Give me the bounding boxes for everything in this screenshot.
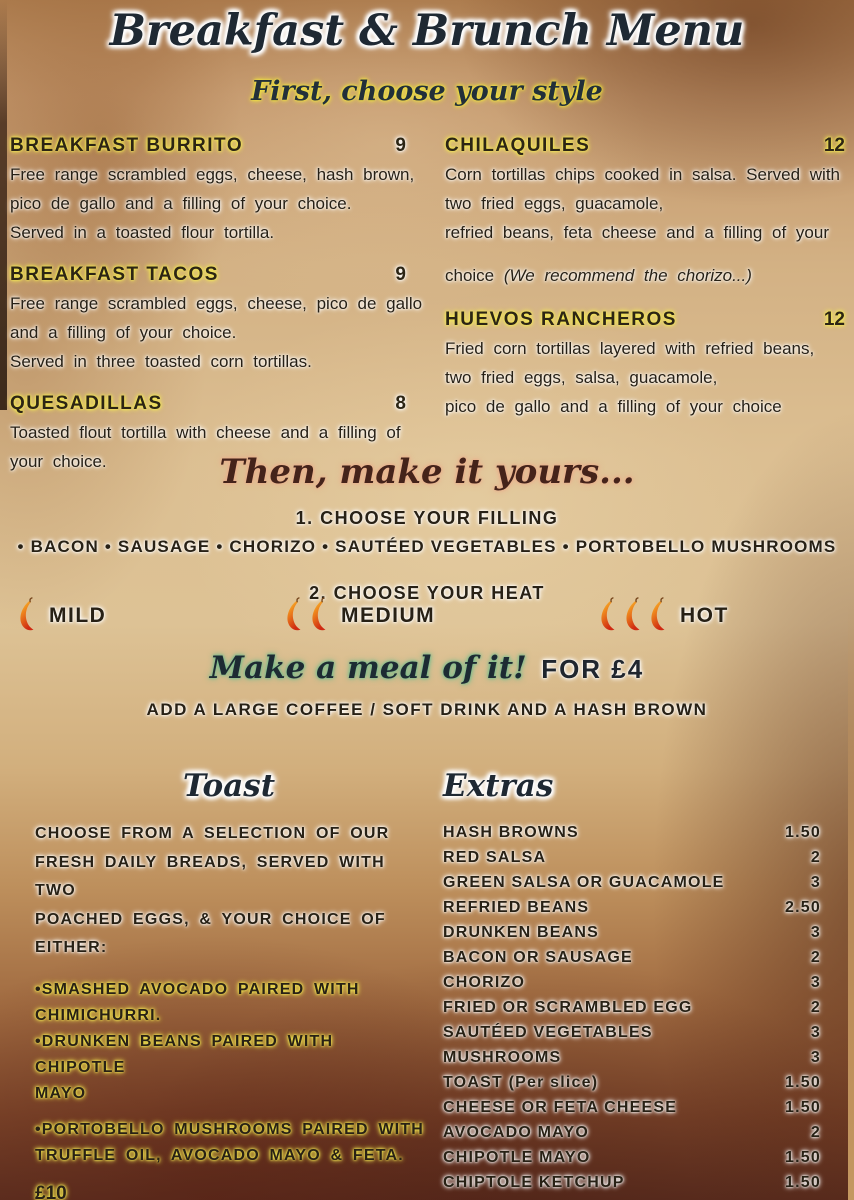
chili-icon <box>16 596 37 636</box>
extras-row <box>443 1020 821 1045</box>
style-column-right <box>445 126 845 435</box>
customize-section <box>0 448 854 604</box>
extra-price: 1.50 <box>785 1074 821 1091</box>
heat-level-medium <box>283 596 435 636</box>
extra-price: 3 <box>810 1049 821 1066</box>
item-name: BREAKFAST BURRITO <box>10 135 244 156</box>
extras-row <box>443 995 821 1020</box>
meal-deal-heading: Make a meal of it! <box>209 650 527 686</box>
tail-note: (We recommend the chorizo...) <box>503 266 752 285</box>
extra-name: CHORIZO <box>443 974 526 991</box>
menu-item-chilaquiles <box>445 132 845 290</box>
extra-name: RED SALSA <box>443 849 547 866</box>
item-description-line: Toasted flout tortilla with cheese and a filling of <box>10 423 401 442</box>
heat-label: MILD <box>49 604 107 627</box>
extras-row <box>443 1045 821 1070</box>
item-description-line: Free range scrambled eggs, cheese, hash brown, <box>10 165 415 184</box>
item-description-line: Served in a toasted flour tortilla. <box>10 223 275 242</box>
extra-name: CHEESE OR FETA CHEESE <box>443 1099 678 1116</box>
menu-item-breakfast-tacos <box>10 261 424 376</box>
tail-plain: choice <box>445 266 504 285</box>
menu-item-huevos-rancheros <box>445 306 845 421</box>
extra-price: 2 <box>810 1124 821 1141</box>
extra-name: BACON OR SAUSAGE <box>443 949 633 966</box>
customize-heading: Then, make it yours... <box>219 452 635 492</box>
toast-intro-line: FRESH DAILY BREADS, SERVED WITH TWO <box>35 853 385 899</box>
extra-name: AVOCADO MAYO <box>443 1124 589 1141</box>
extras-row <box>443 1145 821 1170</box>
item-description-line: two fried eggs, guacamole, <box>445 194 664 213</box>
extras-row <box>443 845 821 870</box>
extras-row <box>443 1170 821 1195</box>
extra-price: 1.50 <box>785 1174 821 1191</box>
extra-price: 3 <box>810 974 821 991</box>
toast-option-line: •SMASHED AVOCADO PAIRED WITH <box>35 980 360 998</box>
page-title: Breakfast & Brunch Menu <box>109 6 745 56</box>
toast-section <box>35 820 427 1200</box>
item-name: BREAKFAST TACOS <box>10 264 219 285</box>
toast-option-line: •PORTOBELLO MUSHROOMS PAIRED WITH <box>35 1120 425 1138</box>
item-description-line: your choice. <box>10 452 107 471</box>
step1-label: 1. CHOOSE YOUR FILLING <box>295 508 559 528</box>
heat-level-mild <box>16 596 106 636</box>
toast-option-line: TRUFFLE OIL, AVOCADO MAYO & FETA. <box>35 1146 404 1164</box>
fillings-list: • BACON • SAUSAGE • CHORIZO • SAUTÉED VEGETABLES • PORTOBELLO MUSHROOMS <box>17 537 837 556</box>
item-price: 9 <box>395 264 406 285</box>
item-price: 8 <box>395 393 406 414</box>
toast-option-line: MAYO <box>35 1084 87 1102</box>
toast-option-line: •DRUNKEN BEANS PAIRED WITH CHIPOTLE <box>35 1032 334 1076</box>
extra-name: MUSHROOMS <box>443 1049 562 1066</box>
extras-row <box>443 970 821 995</box>
extra-price: 1.50 <box>785 1149 821 1166</box>
item-description-line: pico de gallo and a filling of your choice. <box>10 194 352 213</box>
chili-icon <box>283 596 304 636</box>
extra-name: CHIPOTLE MAYO <box>443 1149 591 1166</box>
item-description-line: two fried eggs, salsa, guacamole, <box>445 368 718 387</box>
extra-name: REFRIED BEANS <box>443 899 590 916</box>
toast-intro-line: CHOOSE FROM A SELECTION OF OUR <box>35 825 390 842</box>
extras-heading: Extras <box>443 768 554 804</box>
heat-label: MEDIUM <box>341 604 436 627</box>
chili-icon <box>647 596 668 636</box>
extra-name: TOAST (Per slice) <box>443 1074 599 1091</box>
extra-price: 2 <box>810 949 821 966</box>
toast-price: £10 <box>35 1182 67 1200</box>
step2-label: 2. CHOOSE YOUR HEAT <box>309 583 545 603</box>
chili-icon <box>597 596 618 636</box>
extra-price: 1.50 <box>785 1099 821 1116</box>
extras-row <box>443 1095 821 1120</box>
item-description-line: pico de gallo and a filling of your choice <box>445 397 782 416</box>
extra-name: DRUNKEN BEANS <box>443 924 600 941</box>
item-price: 9 <box>395 135 406 156</box>
chili-icon <box>308 596 329 636</box>
toast-heading: Toast <box>183 768 276 804</box>
item-price: 12 <box>823 309 845 330</box>
item-name: HUEVOS RANCHEROS <box>445 309 677 330</box>
page-left-edge <box>0 0 7 410</box>
extras-row <box>443 820 821 845</box>
extra-name: GREEN SALSA OR GUACAMOLE <box>443 874 725 891</box>
heat-levels-row <box>0 596 854 652</box>
item-description-line: Free range scrambled eggs, cheese, pico de gallo <box>10 294 423 313</box>
style-section-heading: First, choose your style <box>251 76 603 107</box>
extras-row <box>443 1070 821 1095</box>
extra-price: 3 <box>810 1024 821 1041</box>
item-name: QUESADILLAS <box>10 393 163 414</box>
extras-row <box>443 870 821 895</box>
heat-label: HOT <box>680 604 729 627</box>
extra-name: CHIPTOLE KETCHUP <box>443 1174 625 1191</box>
meal-deal-section <box>0 650 854 720</box>
chili-icon <box>622 596 643 636</box>
meal-deal-subtext: ADD A LARGE COFFEE / SOFT DRINK AND A HASH BROWN <box>146 700 708 719</box>
extras-list <box>443 820 821 1195</box>
extra-price: 3 <box>810 874 821 891</box>
toast-option-line: CHIMICHURRI. <box>35 1006 162 1024</box>
menu-item-breakfast-burrito <box>10 132 424 247</box>
item-name: CHILAQUILES <box>445 135 591 156</box>
extra-name: SAUTÉED VEGETABLES <box>443 1024 653 1041</box>
item-price: 12 <box>823 135 845 156</box>
item-description-line: Served in three toasted corn tortillas. <box>10 352 312 371</box>
extras-row <box>443 920 821 945</box>
extras-row <box>443 1120 821 1145</box>
item-description-line: Fried corn tortillas layered with refried beans, <box>445 339 815 358</box>
toast-intro-line: POACHED EGGS, & YOUR CHOICE OF EITHER: <box>35 910 386 956</box>
heat-level-hot <box>597 596 729 636</box>
extra-price: 3 <box>810 924 821 941</box>
extras-row <box>443 945 821 970</box>
item-description-tail <box>445 261 845 290</box>
extra-price: 1.50 <box>785 824 821 841</box>
extras-row <box>443 895 821 920</box>
extra-price: 2.50 <box>785 899 821 916</box>
item-description-line: and a filling of your choice. <box>10 323 237 342</box>
extra-price: 2 <box>810 999 821 1016</box>
extra-name: HASH BROWNS <box>443 824 579 841</box>
item-description-line: refried beans, feta cheese and a filling of your <box>445 223 829 242</box>
extra-price: 2 <box>810 849 821 866</box>
extra-name: FRIED OR SCRAMBLED EGG <box>443 999 693 1016</box>
toast-options <box>35 977 427 1107</box>
style-column-left <box>10 126 424 490</box>
meal-deal-price: FOR £4 <box>541 654 645 684</box>
toast-options-2 <box>35 1117 427 1169</box>
item-description-line: Corn tortillas chips cooked in salsa. Served with <box>445 165 840 184</box>
